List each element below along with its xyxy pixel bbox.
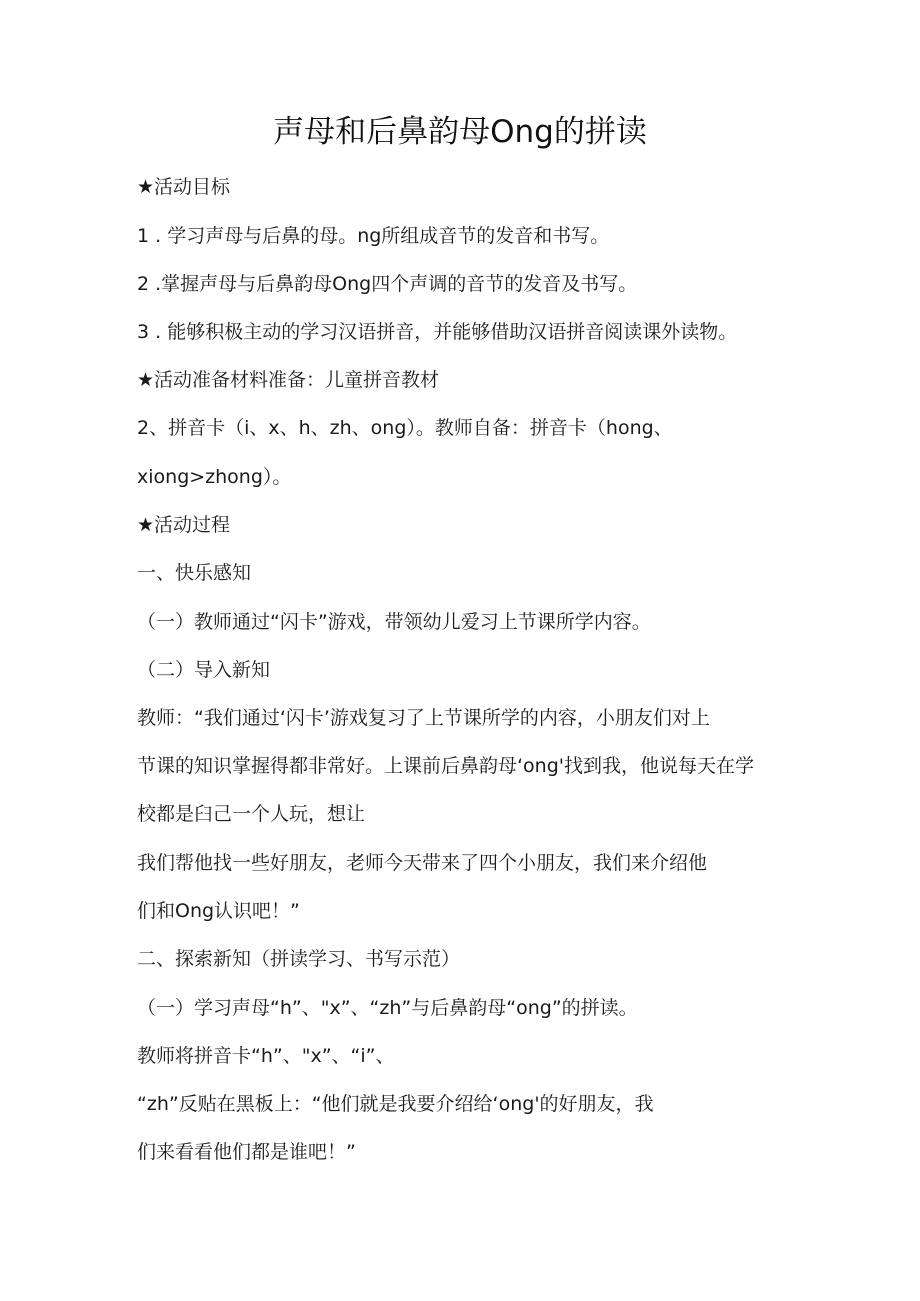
- paragraph-line: “zh”反贴在黑板上：“他们就是我要介绍给‘ong'的好朋友，我: [137, 1093, 654, 1115]
- paragraph-line: 节课的知识掌握得都非常好。上课前后鼻韵母‘ong'找到我，他说每天在学: [137, 755, 754, 777]
- paragraph-line: 我们帮他找一些好朋友，老师今天带来了四个小朋友，我们来介绍他: [137, 852, 708, 874]
- goal-item-3: 3 . 能够积极主动的学习汉语拼音，并能够借助汉语拼音阅读课外读物。: [137, 321, 738, 343]
- paragraph-line: 们和Ong认识吧！”: [137, 900, 300, 922]
- section-heading-preparation: ★活动准备材料准备：儿童拼音教材: [137, 369, 440, 391]
- paragraph-line: 教师：“我们通过‘闪卡’游戏复习了上节课所学的内容，小朋友们对上: [137, 707, 710, 729]
- paragraph-line: 校都是臼己一个人玩，想让: [137, 803, 366, 825]
- preparation-line-2: xiong>zhong）。: [137, 466, 292, 488]
- paragraph-line: 们来看看他们都是谁吧！”: [137, 1141, 356, 1163]
- goal-item-2: 2 .掌握声母与后鼻韵母Ong四个声调的音节的发音及书写。: [137, 273, 638, 295]
- step-heading-1: 一、快乐感知: [137, 562, 252, 584]
- substep-2-1: （一）学习声母“h”、"x”、“zh”与后鼻韵母“ong”的拼读。: [137, 997, 638, 1019]
- paragraph-line: 教师将拼音卡“h”、"x”、“i”、: [137, 1045, 395, 1067]
- document-title: 声母和后鼻韵母Ong的拼读: [273, 114, 647, 150]
- substep-1-1: （一）教师通过“闪卡”游戏，带领幼儿爱习上节课所学内容。: [137, 611, 651, 633]
- section-heading-process: ★活动过程: [137, 514, 231, 536]
- preparation-line-1: 2、拼音卡（i、x、h、zh、ong）。教师自备：拼音卡（hong、: [137, 417, 673, 439]
- substep-1-2: （二）导入新知: [137, 659, 271, 681]
- section-heading-goals: ★活动目标: [137, 176, 231, 198]
- goal-item-1: 1 . 学习声母与后鼻的母。ng所组成音节的发音和书写。: [137, 225, 610, 247]
- step-heading-2: 二、探索新知（拼读学习、书写示范）: [137, 948, 461, 970]
